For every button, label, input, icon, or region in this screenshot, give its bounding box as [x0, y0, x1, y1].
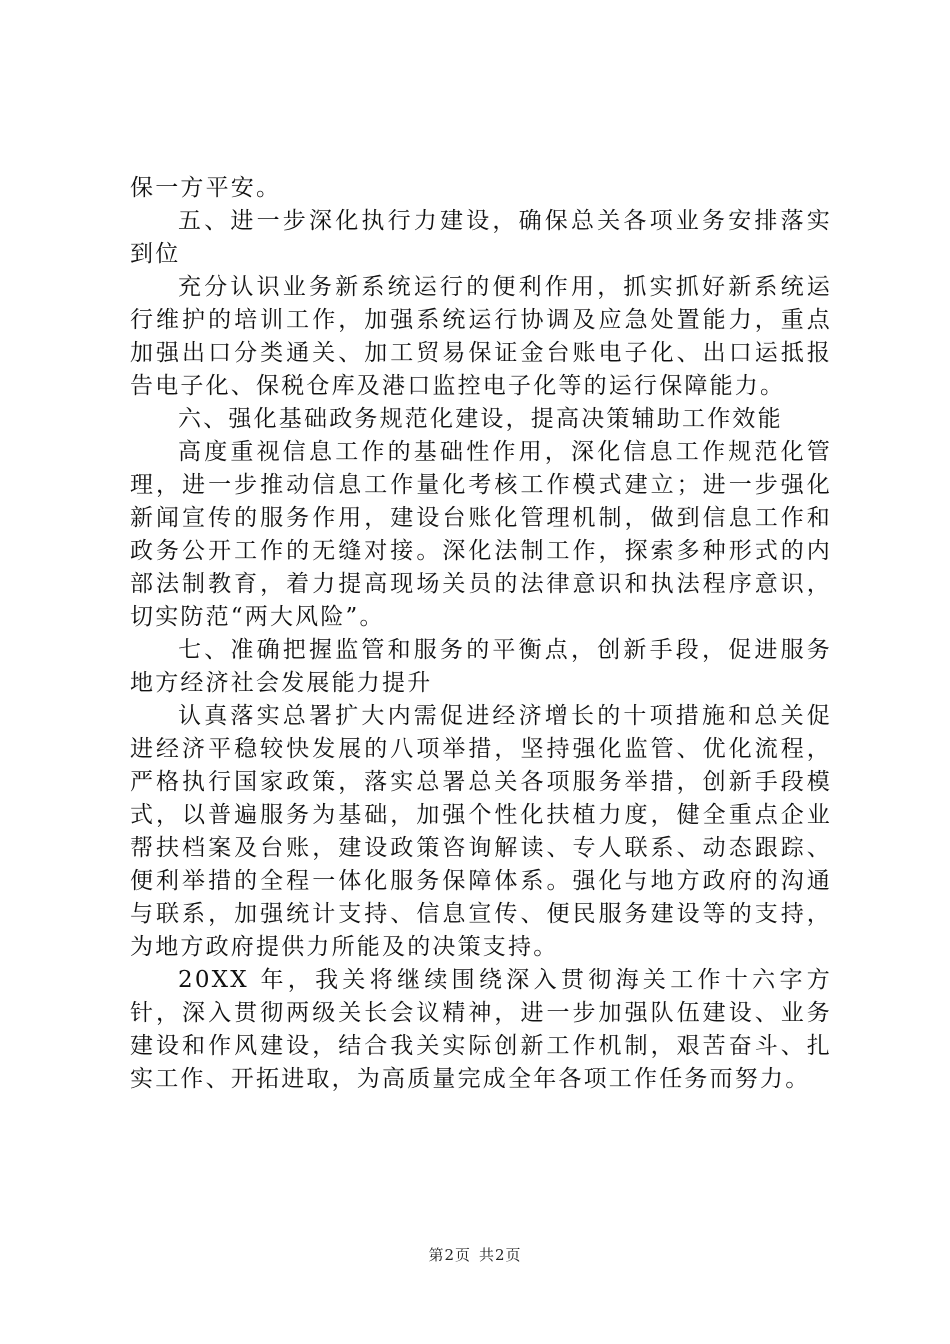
section-heading-7: 七、准确把握监管和服务的平衡点，创新手段，促进服务地方经济社会发展能力提升	[130, 637, 832, 696]
document-body	[130, 172, 832, 1096]
paragraph-section-5: 充分认识业务新系统运行的便利作用，抓实抓好新系统运行维护的培训工作，加强系统运行协调及应急处置能力，重点加强出口分类通关、加工贸易保证金台账电子化、出口运抵报告电子化、保税仓库及港口监控电子化等的运行保障能力。	[130, 274, 832, 399]
page-number-total: 共2页	[479, 1246, 522, 1264]
section-heading-6: 六、强化基础政务规范化建设，提高决策辅助工作效能	[178, 406, 783, 432]
page-number-current: 第2页	[428, 1246, 471, 1264]
paragraph-section-6: 高度重视信息工作的基础性作用，深化信息工作规范化管理，进一步推动信息工作量化考核工作模式建立；进一步强化新闻宣传的服务作用，建设台账化管理机制，做到信息工作和政务公开工作的无缝对接。深化法制工作，探索多种形式的内部法制教育，着力提高现场关员的法律意识和执法程序意识，切实防范“两大风险”。	[130, 439, 832, 630]
paragraph-section-7: 认真落实总署扩大内需促进经济增长的十项措施和总关促进经济平稳较快发展的八项举措，坚持强化监管、优化流程，严格执行国家政策，落实总署总关各项服务举措，创新手段模式，以普遍服务为基础，加强个性化扶植力度，健全重点企业帮扶档案及台账，建设政策咨询解读、专人联系、动态跟踪、便利举措的全程一体化服务保障体系。强化与地方政府的沟通与联系，加强统计支持、信息宣传、便民服务建设等的支持，为地方政府提供力所能及的决策支持。	[130, 703, 832, 960]
paragraph-conclusion: 20XX 年，我关将继续围绕深入贯彻海关工作十六字方针，深入贯彻两级关长会议精神，进一步加强队伍建设、业务建设和作风建设，结合我关实际创新工作机制，艰苦奋斗、扎实工作、开拓进取，为高质量完成全年各项工作任务而努力。	[130, 967, 832, 1092]
paragraph-closing-fragment: 保一方平安。	[130, 175, 282, 201]
page-footer	[0, 1244, 950, 1265]
section-heading-5: 五、进一步深化执行力建设，确保总关各项业务安排落实到位	[130, 208, 832, 267]
